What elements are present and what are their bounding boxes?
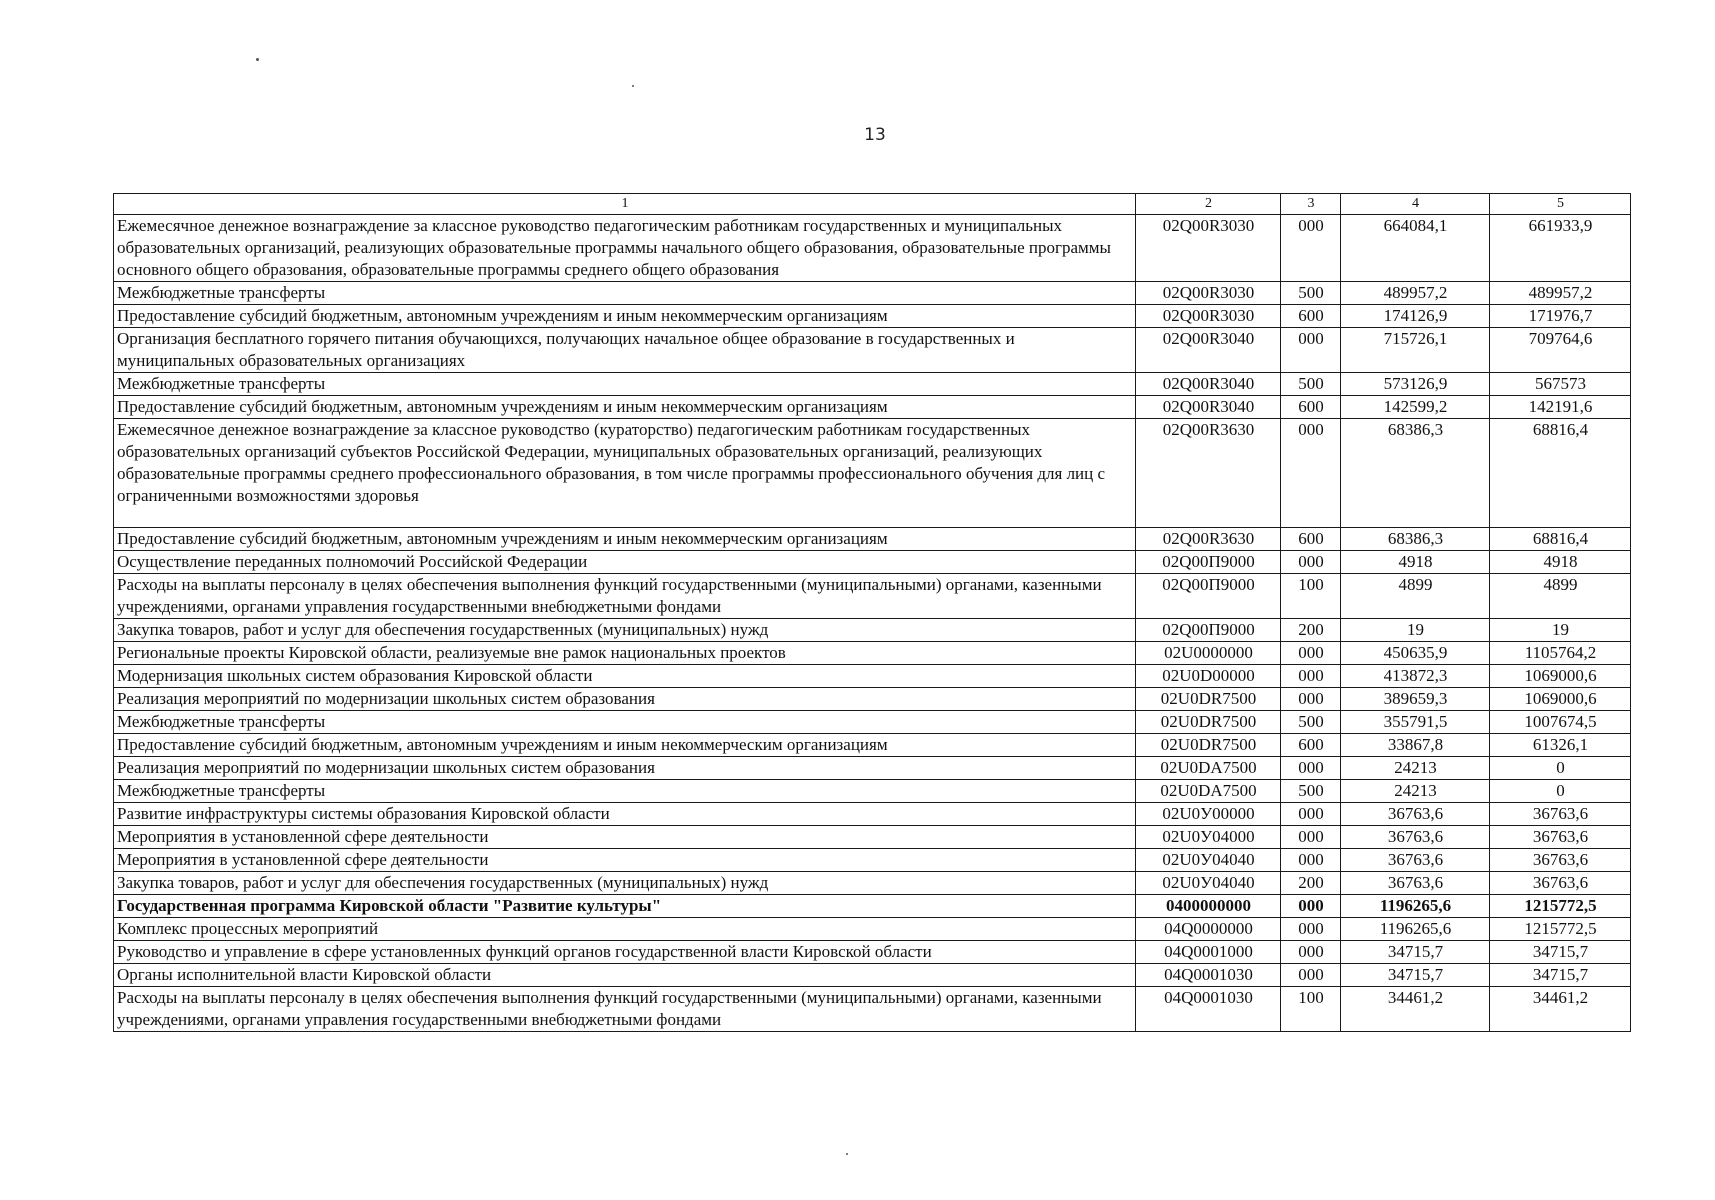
row-name: Развитие инфраструктуры системы образования Кировской области	[114, 803, 1136, 826]
row-type: 000	[1281, 642, 1341, 665]
row-code: 02Q00П9000	[1136, 619, 1281, 642]
row-value-2: 142191,6	[1490, 396, 1631, 419]
row-name: Закупка товаров, работ и услуг для обеспечения государственных (муниципальных) нужд	[114, 872, 1136, 895]
row-type: 000	[1281, 918, 1341, 941]
table-header-row	[114, 194, 1631, 215]
scan-speck	[632, 85, 634, 87]
row-type: 600	[1281, 528, 1341, 551]
table-row	[114, 780, 1631, 803]
row-type: 200	[1281, 619, 1341, 642]
row-value-1: 33867,8	[1341, 734, 1490, 757]
row-type: 600	[1281, 305, 1341, 328]
table-row	[114, 282, 1631, 305]
row-type: 000	[1281, 849, 1341, 872]
row-name: Предоставление субсидий бюджетным, автономным учреждениям и иным некоммерческим организациям	[114, 305, 1136, 328]
row-value-1: 34461,2	[1341, 987, 1490, 1032]
page-number: 13	[864, 125, 886, 145]
row-name: Мероприятия в установленной сфере деятельности	[114, 849, 1136, 872]
row-name: Ежемесячное денежное вознаграждение за классное руководство педагогическим работникам государственных и муниципальных образовательных организаций, реализующих образовательные программы начального общего образования, образовательные программы основного общего образования, образовательные программы среднего общего образования	[114, 215, 1136, 282]
row-type: 000	[1281, 826, 1341, 849]
row-value-1: 4918	[1341, 551, 1490, 574]
row-code: 02U0DR7500	[1136, 711, 1281, 734]
row-type: 000	[1281, 964, 1341, 987]
column-header: 3	[1281, 194, 1341, 215]
row-code: 02U0000000	[1136, 642, 1281, 665]
row-name: Межбюджетные трансферты	[114, 282, 1136, 305]
row-code: 02Q00R3040	[1136, 328, 1281, 373]
table-row	[114, 757, 1631, 780]
row-name: Руководство и управление в сфере установленных функций органов государственной власти Кировской области	[114, 941, 1136, 964]
row-type: 000	[1281, 551, 1341, 574]
row-value-1: 715726,1	[1341, 328, 1490, 373]
row-value-1: 36763,6	[1341, 872, 1490, 895]
table-row	[114, 328, 1631, 373]
row-value-2: 36763,6	[1490, 826, 1631, 849]
row-value-2: 567573	[1490, 373, 1631, 396]
table-row-program-total	[114, 895, 1631, 918]
table-row	[114, 373, 1631, 396]
row-name: Организация бесплатного горячего питания обучающихся, получающих начальное общее образование в государственных и муниципальных образовательных организациях	[114, 328, 1136, 373]
row-type: 500	[1281, 711, 1341, 734]
table-row	[114, 396, 1631, 419]
row-value-1: 489957,2	[1341, 282, 1490, 305]
column-header: 2	[1136, 194, 1281, 215]
row-type: 000	[1281, 328, 1341, 373]
row-code: 0400000000	[1136, 895, 1281, 918]
row-type: 500	[1281, 780, 1341, 803]
row-code: 02Q00П9000	[1136, 551, 1281, 574]
row-value-2: 34715,7	[1490, 964, 1631, 987]
row-value-1: 34715,7	[1341, 941, 1490, 964]
row-type: 000	[1281, 757, 1341, 780]
row-value-1: 24213	[1341, 780, 1490, 803]
table-row	[114, 734, 1631, 757]
row-name: Государственная программа Кировской области "Развитие культуры"	[114, 895, 1136, 918]
row-value-1: 664084,1	[1341, 215, 1490, 282]
table-row	[114, 619, 1631, 642]
row-type: 100	[1281, 574, 1341, 619]
table-row	[114, 872, 1631, 895]
row-type: 200	[1281, 872, 1341, 895]
row-code: 02U0DA7500	[1136, 780, 1281, 803]
row-value-1: 68386,3	[1341, 528, 1490, 551]
row-value-1: 142599,2	[1341, 396, 1490, 419]
row-value-1: 34715,7	[1341, 964, 1490, 987]
row-name: Расходы на выплаты персоналу в целях обеспечения выполнения функций государственными (муниципальными) органами, казенными учреждениями, органами управления государственными внебюджетными фондами	[114, 574, 1136, 619]
row-value-2: 1007674,5	[1490, 711, 1631, 734]
row-code: 02Q00R3040	[1136, 373, 1281, 396]
row-code: 04Q0001030	[1136, 987, 1281, 1032]
table-row	[114, 918, 1631, 941]
row-value-2: 36763,6	[1490, 803, 1631, 826]
row-type: 000	[1281, 941, 1341, 964]
row-type: 500	[1281, 282, 1341, 305]
row-value-2: 661933,9	[1490, 215, 1631, 282]
row-name: Региональные проекты Кировской области, реализуемые вне рамок национальных проектов	[114, 642, 1136, 665]
row-code: 02U0DR7500	[1136, 734, 1281, 757]
row-value-2: 1215772,5	[1490, 918, 1631, 941]
table-row	[114, 305, 1631, 328]
row-code: 04Q0001000	[1136, 941, 1281, 964]
row-code: 02U0DA7500	[1136, 757, 1281, 780]
row-name: Предоставление субсидий бюджетным, автономным учреждениям и иным некоммерческим организациям	[114, 734, 1136, 757]
scan-speck	[846, 1153, 848, 1155]
row-name: Предоставление субсидий бюджетным, автономным учреждениям и иным некоммерческим организациям	[114, 528, 1136, 551]
row-name: Межбюджетные трансферты	[114, 711, 1136, 734]
row-name: Комплекс процессных мероприятий	[114, 918, 1136, 941]
row-value-2: 34715,7	[1490, 941, 1631, 964]
table-row	[114, 711, 1631, 734]
column-header: 5	[1490, 194, 1631, 215]
row-name: Реализация мероприятий по модернизации школьных систем образования	[114, 757, 1136, 780]
row-value-1: 1196265,6	[1341, 895, 1490, 918]
row-value-2: 1069000,6	[1490, 688, 1631, 711]
row-name: Закупка товаров, работ и услуг для обеспечения государственных (муниципальных) нужд	[114, 619, 1136, 642]
row-name: Межбюджетные трансферты	[114, 373, 1136, 396]
table-row	[114, 528, 1631, 551]
row-value-1: 68386,3	[1341, 419, 1490, 528]
table-row	[114, 941, 1631, 964]
row-value-2: 709764,6	[1490, 328, 1631, 373]
row-name: Мероприятия в установленной сфере деятельности	[114, 826, 1136, 849]
scan-speck	[256, 58, 259, 61]
row-value-1: 36763,6	[1341, 849, 1490, 872]
row-value-2: 36763,6	[1490, 849, 1631, 872]
table-row	[114, 826, 1631, 849]
row-name: Осуществление переданных полномочий Российской Федерации	[114, 551, 1136, 574]
row-code: 02Q00R3030	[1136, 282, 1281, 305]
row-type: 000	[1281, 419, 1341, 528]
row-value-2: 61326,1	[1490, 734, 1631, 757]
row-value-1: 573126,9	[1341, 373, 1490, 396]
row-type: 000	[1281, 803, 1341, 826]
row-name: Реализация мероприятий по модернизации школьных систем образования	[114, 688, 1136, 711]
table-row	[114, 987, 1631, 1032]
row-value-2: 0	[1490, 757, 1631, 780]
row-value-1: 36763,6	[1341, 803, 1490, 826]
row-code: 04Q0001030	[1136, 964, 1281, 987]
row-value-1: 413872,3	[1341, 665, 1490, 688]
row-name: Органы исполнительной власти Кировской области	[114, 964, 1136, 987]
row-code: 02Q00R3030	[1136, 305, 1281, 328]
row-value-2: 1215772,5	[1490, 895, 1631, 918]
table-row	[114, 642, 1631, 665]
table-row	[114, 665, 1631, 688]
table-row	[114, 215, 1631, 282]
row-code: 02Q00П9000	[1136, 574, 1281, 619]
row-value-2: 36763,6	[1490, 872, 1631, 895]
row-type: 600	[1281, 396, 1341, 419]
row-type: 000	[1281, 895, 1341, 918]
row-code: 02Q00R3630	[1136, 528, 1281, 551]
row-value-2: 489957,2	[1490, 282, 1631, 305]
row-value-2: 4899	[1490, 574, 1631, 619]
row-type: 000	[1281, 665, 1341, 688]
budget-table	[113, 193, 1631, 1032]
table-row	[114, 688, 1631, 711]
row-value-1: 19	[1341, 619, 1490, 642]
row-value-2: 68816,4	[1490, 528, 1631, 551]
row-code: 02U0У04000	[1136, 826, 1281, 849]
row-name: Модернизация школьных систем образования Кировской области	[114, 665, 1136, 688]
table-row	[114, 419, 1631, 528]
row-code: 02Q00R3040	[1136, 396, 1281, 419]
table-row	[114, 849, 1631, 872]
row-value-2: 1105764,2	[1490, 642, 1631, 665]
row-code: 02Q00R3030	[1136, 215, 1281, 282]
row-value-1: 36763,6	[1341, 826, 1490, 849]
row-value-2: 4918	[1490, 551, 1631, 574]
row-code: 02Q00R3630	[1136, 419, 1281, 528]
row-code: 04Q0000000	[1136, 918, 1281, 941]
row-code: 02U0D00000	[1136, 665, 1281, 688]
row-value-1: 355791,5	[1341, 711, 1490, 734]
row-type: 500	[1281, 373, 1341, 396]
row-type: 000	[1281, 215, 1341, 282]
row-code: 02U0У04040	[1136, 849, 1281, 872]
column-header: 1	[114, 194, 1136, 215]
table-row	[114, 803, 1631, 826]
row-code: 02U0У00000	[1136, 803, 1281, 826]
row-type: 000	[1281, 688, 1341, 711]
row-value-1: 389659,3	[1341, 688, 1490, 711]
row-value-2: 19	[1490, 619, 1631, 642]
row-value-2: 34461,2	[1490, 987, 1631, 1032]
row-value-1: 4899	[1341, 574, 1490, 619]
table-row	[114, 574, 1631, 619]
row-value-1: 1196265,6	[1341, 918, 1490, 941]
table-row	[114, 964, 1631, 987]
row-value-1: 24213	[1341, 757, 1490, 780]
row-value-1: 450635,9	[1341, 642, 1490, 665]
row-name: Расходы на выплаты персоналу в целях обеспечения выполнения функций государственными (муниципальными) органами, казенными учреждениями, органами управления государственными внебюджетными фондами	[114, 987, 1136, 1032]
column-header: 4	[1341, 194, 1490, 215]
row-code: 02U0У04040	[1136, 872, 1281, 895]
table-row	[114, 551, 1631, 574]
row-name: Ежемесячное денежное вознаграждение за классное руководство (кураторство) педагогическим работникам государственных образовательных организаций субъектов Российской Федерации, муниципальных образовательных организаций, реализующих образовательные программы среднего профессионального образования, в том числе программы профессионального обучения для лиц с ограниченными возможностями здоровья	[114, 419, 1136, 528]
row-value-2: 0	[1490, 780, 1631, 803]
row-value-1: 174126,9	[1341, 305, 1490, 328]
row-name: Межбюджетные трансферты	[114, 780, 1136, 803]
row-code: 02U0DR7500	[1136, 688, 1281, 711]
row-name: Предоставление субсидий бюджетным, автономным учреждениям и иным некоммерческим организациям	[114, 396, 1136, 419]
row-type: 100	[1281, 987, 1341, 1032]
row-value-2: 68816,4	[1490, 419, 1631, 528]
row-value-2: 171976,7	[1490, 305, 1631, 328]
row-type: 600	[1281, 734, 1341, 757]
row-value-2: 1069000,6	[1490, 665, 1631, 688]
